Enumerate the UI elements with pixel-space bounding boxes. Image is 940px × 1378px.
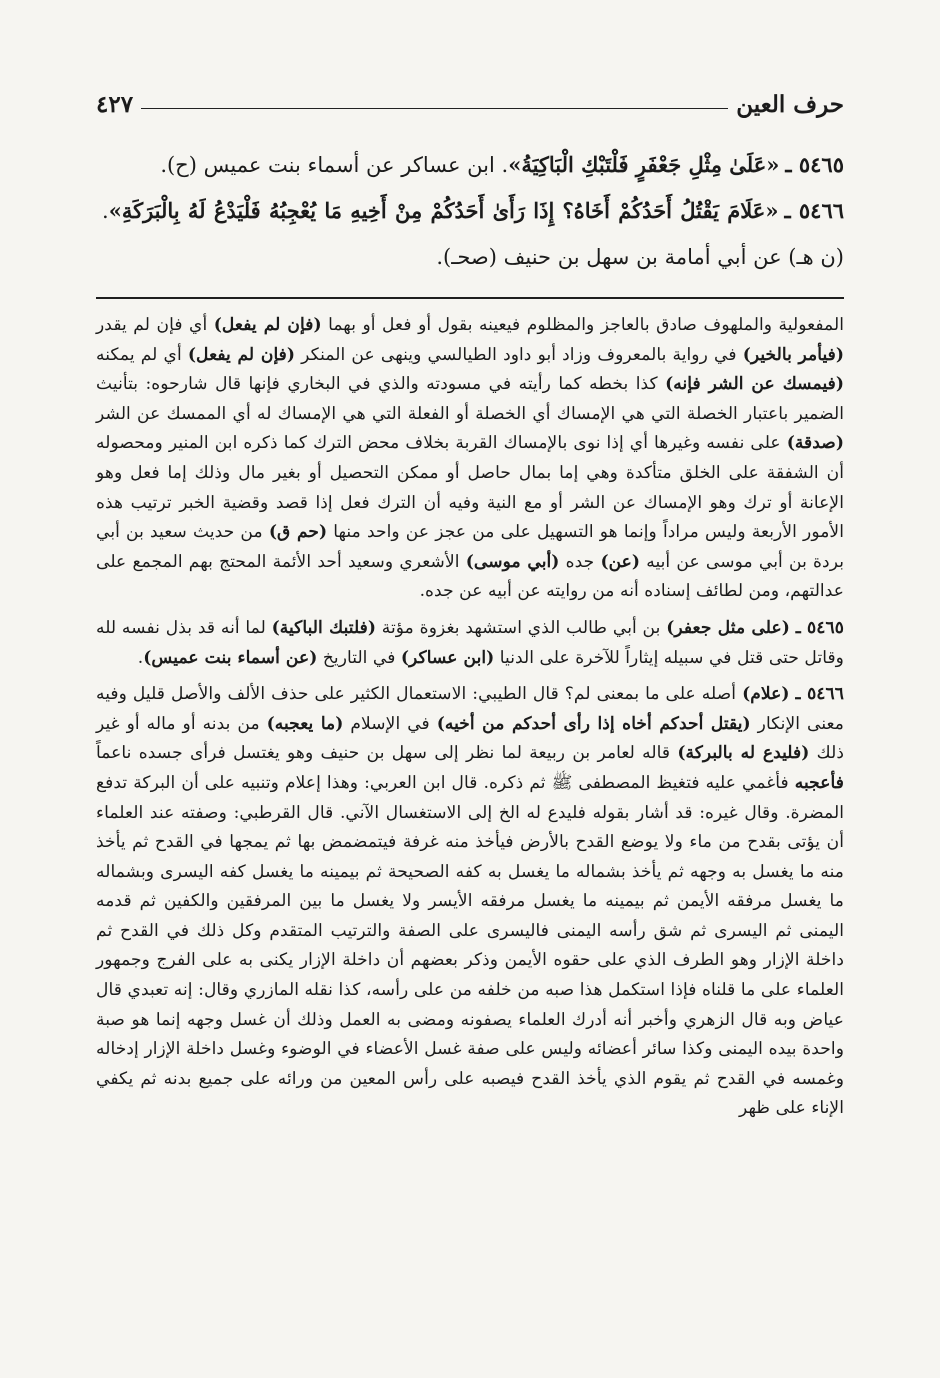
commentary-text: بن أبي طالب الذي استشهد بغزوة مؤتة [376, 617, 667, 638]
commentary-keyword: (فإن لم يفعل) [213, 315, 322, 335]
commentary-keyword: (ابن عساكر) [400, 647, 495, 668]
hadith-source: . ابن عساكر عن أسماء بنت عميس (ح). [160, 153, 509, 177]
commentary-text: في التاريخ [317, 647, 401, 668]
hadith-entry [102, 142, 844, 188]
commentary-section [96, 311, 844, 1131]
running-title: حرف العين [736, 91, 844, 118]
commentary-keyword: فأعجبه [794, 772, 844, 793]
commentary-keyword: (ما يعجبه) [266, 713, 344, 734]
commentary-paragraph [96, 311, 844, 607]
hadith-number: ٥٤٦٥ ـ [785, 152, 844, 177]
commentary-paragraph [96, 680, 844, 1124]
hadith-entry [102, 188, 844, 280]
commentary-text: في رواية بالمعروف وزاد أبو داود الطيالسي وينهى عن المنكر [295, 344, 743, 365]
commentary-keyword: (على مثل جعفر) [666, 617, 790, 638]
commentary-text: على نفسه وغيرها أي إذا نوى بالإمساك القربة بخلاف محض الترك كما ذكره ابن المنير ومحصوله أن الشفقة على الخلق متأكدة وهي إما بمال حاصل أو ممكن التحصيل أو بغير مال وذلك إما فعل وهو الإعانة أو ترك وهو الإمساك عن الشر أو مع النية وفيه أن الترك فعل إذا قصد وقضية الخبر ترتيب هذه الأمور الأربعة وليس مراداً وإنما هو التسهيل على من عجز عن واحد منها [96, 433, 844, 543]
commentary-text: كذا بخطه كما رأيته في مسودته والذي في البخاري فإنها قال شارحوه: بتأنيث الضمير باعتبار الخصلة التي هي الإمساك أي الخصلة أو الفعلة التي هي الإمساك له أي الممسك عن الشر [96, 374, 844, 424]
commentary-keyword: (فإن لم يفعل) [187, 344, 296, 365]
commentary-keyword: (فليدع له بالبركة) [677, 743, 810, 764]
commentary-text: أي فإن لم يقدر [96, 315, 214, 335]
commentary-text: لما أنه قد بذل نفسه لله وقاتل حتى قتل في سبيله إيثاراً للآخرة على الدنيا [96, 617, 844, 668]
commentary-text: قاله لعامر بن ربيعة لما نظر إلى سهل بن حنيف وهو يغتسل فرأى جسده ناعماً [96, 743, 678, 764]
commentary-text: جده [559, 551, 601, 572]
commentary-keyword: (عن أسماء بنت عميس) [143, 647, 318, 668]
hadith-quote: «عَلَىٰ مِثْلِ جَعْفَرٍ فَلْتَبْكِ الْبَاكِيَةُ» [508, 152, 780, 177]
commentary-text: أصله على ما بمعنى لم؟ قال الطيبي: الاستعمال الكثير على حذف الألف والأصل قليل وفيه معنى الإنكار [96, 684, 845, 734]
commentary-text: من حديث سعيد بن أبي بردة بن أبي موسى عن أبيه [96, 522, 844, 572]
page-number: ٤٢٧ [96, 91, 134, 118]
commentary-keyword: (فيأمر بالخير) [742, 344, 844, 365]
section-divider [96, 297, 844, 299]
commentary-keyword: (فيمسك عن الشر فإنه) [665, 374, 844, 395]
page-header [96, 84, 844, 118]
commentary-keyword: (فلتبك الباكية) [271, 617, 377, 638]
commentary-text: أي لم يمكنه [96, 344, 188, 365]
commentary-keyword: (علام) [742, 684, 790, 705]
commentary-number: ٥٤٦٦ ـ [795, 684, 844, 705]
hadith-number: ٥٤٦٦ ـ [784, 198, 845, 223]
commentary-keyword: (عن) [600, 551, 641, 572]
commentary-text: . [137, 647, 144, 668]
commentary-text: الأشعري وسعيد أحد الأئمة المحتج بهم المجمع على عدالتهم، ومن لطائف إسناده أنه من روايته عن أبيه عن جده. [96, 551, 844, 602]
commentary-text: المفعولية والملهوف صادق بالعاجز والمظلوم فيعينه بقول أو فعل أو بهما [321, 315, 845, 335]
hadith-quote: «عَلَامَ يَقْتُلُ أَحَدُكُمْ أَخَاهُ؟ إِذَا رَأَىٰ أَحَدُكُمْ مِنْ أَخِيهِ مَا يُعْجِبُهُ فَلْيَدْعُ لَهُ بِالْبَرَكَةِ» [108, 198, 779, 223]
commentary-text: فأغمي عليه فتغيظ المصطفى ﷺ ثم ذكره. قال ابن العربي: وهذا إعلام وتنبيه على أن البركة تدفع المضرة. وقال غيره: قد أشار بقوله فليدع له الخ إلى الاستغسال الآني. قال القرطبي: وصفته عند العلماء أن يؤتى بقدح من ماء ولا يوضع القدح بالأرض فيأخذ منه غرفة فيتمضمض بها ثم يمجها في القدح ثم يأخذ منه ما يغسل به وجهه ثم يأخذ بشماله ما يغسل به كفه الصحيحة ثم بيمينه ما يغسل كفه اليسرى وبشماله ما يغسل مرفقه الأيمن ثم بيمينه ما يغسل مرفقه الأيسر ولا يغسل ما بين المرفقين والكفين ثم قدمه اليمنى ثم اليسرى ثم شق رأسه اليمنى فاليسرى على الصفة والترتيب المتقدم وكل ذلك في القدح ثم داخلة الإزار وهو الطرف الذي على حقوه الأيمن وذكر بعضهم أن داخلة الإزار يكنى به على الفرج وجمهور العلماء على ما قلناه فإذا استكمل هذا صبه من خلفه من على رأسه، كذا نقله المازري وقال: إنه تعبدي قال عياض وبه قال الزهري وأخبر أنه أدرك العلماء يصفونه ومضى به العمل وذلك أن غسل وجهه إنما هو صبة واحدة بيده اليمنى وكذا سائر أعضائه وليس على صفة غسل الأعضاء في الوضوء وغسل داخلة الإزار إدخاله وغمسه في القدح ثم يقوم الذي يأخذ القدح فيصبه على رأس المعين من ورائه على جميع بدنه ثم يكفي الإناء على ظهر [96, 772, 844, 1119]
header-rule [141, 108, 728, 109]
hadith-source: . (ن هـ) عن أبي أمامة بن سهل بن حنيف (صحـ). [102, 199, 844, 269]
commentary-keyword: (أبي موسى) [465, 551, 560, 572]
hadith-text-section [102, 142, 844, 280]
commentary-keyword: (يقتل أحدكم أخاه إذا رأى أحدكم من أخيه) [436, 713, 751, 734]
commentary-paragraph [96, 614, 844, 673]
commentary-text: من بدنه أو ماله أو غير ذلك [96, 713, 845, 764]
commentary-keyword: (صدقة) [786, 433, 844, 454]
commentary-text: في الإسلام [343, 713, 437, 734]
commentary-keyword: (حم ق) [268, 522, 328, 543]
commentary-number: ٥٤٦٥ ـ [795, 617, 844, 638]
